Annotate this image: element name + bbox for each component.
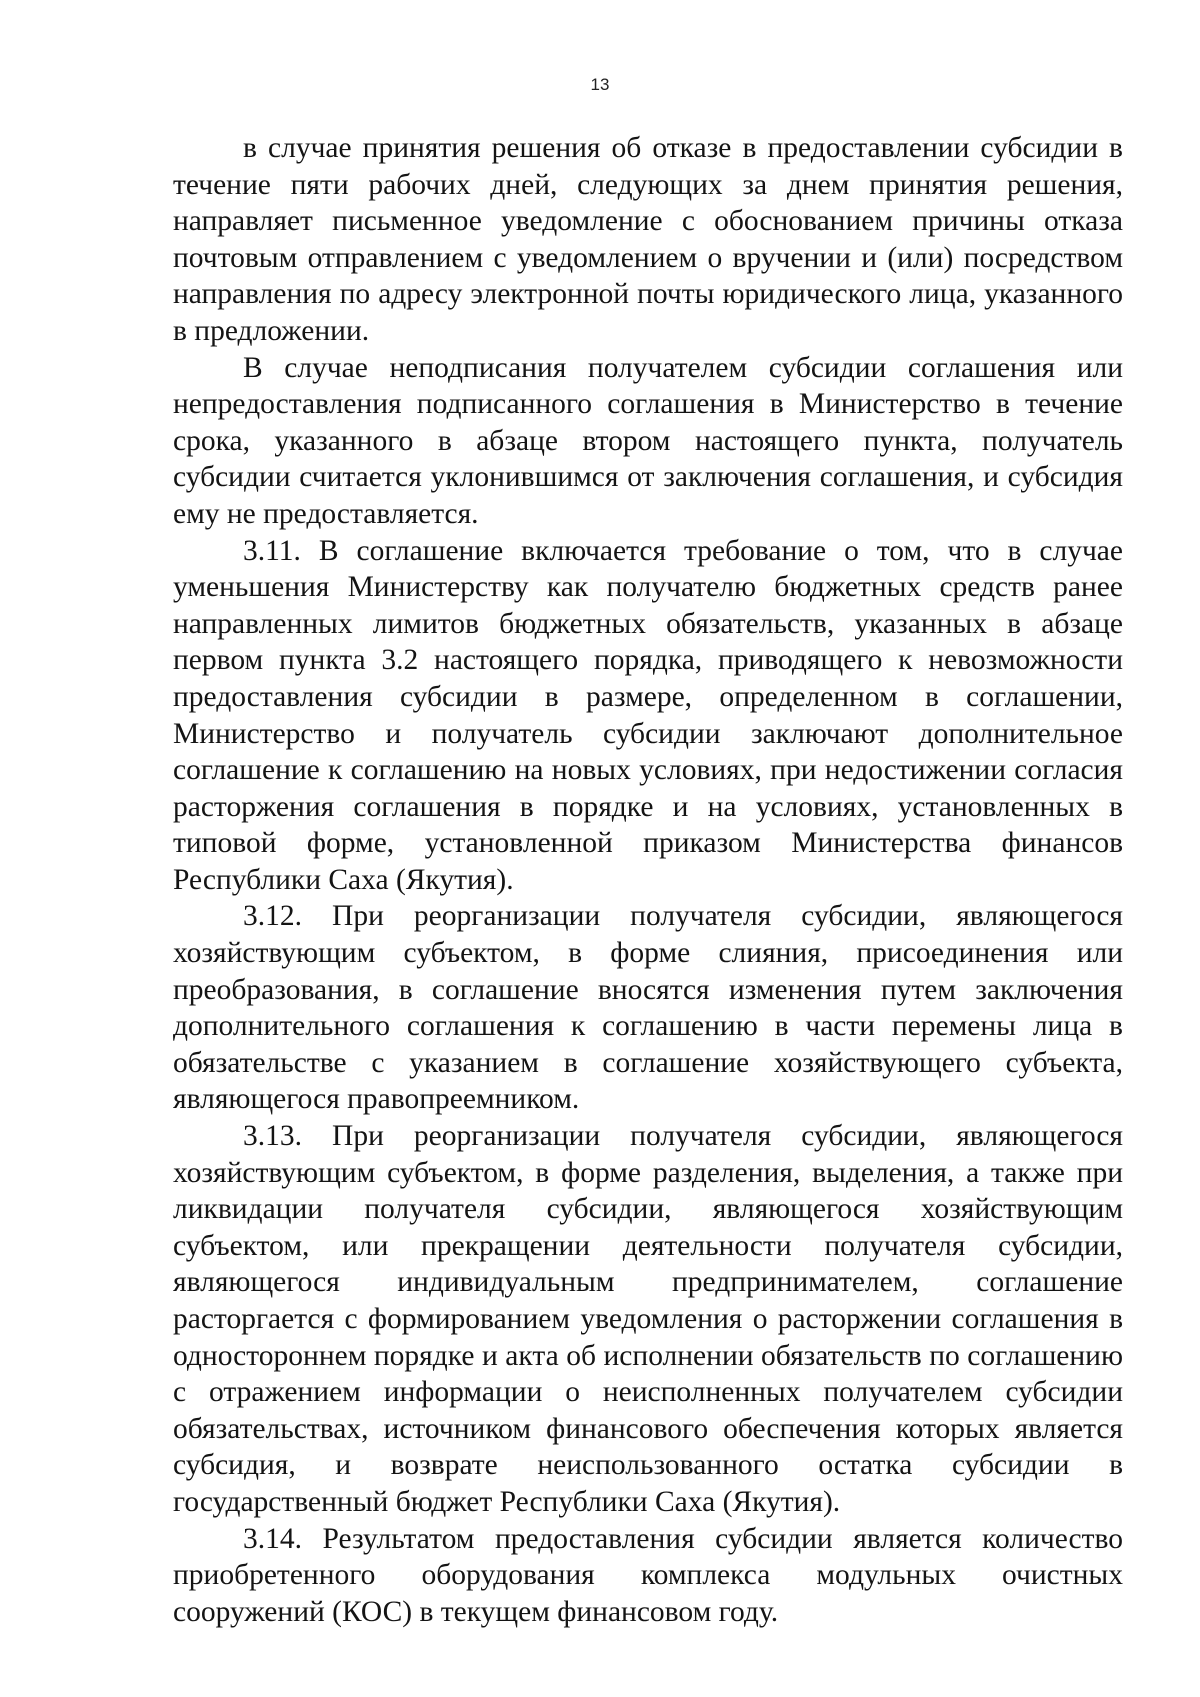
paragraph-refusal-notice: в случае принятия решения об отказе в предоставлении субсидии в течение пяти рабочих дней, следующих за днем принятия решения, направляет письменное уведомление с обоснованием причины отказа почтовым отправлением с уведомлением о вручении и (или) посредством направления по адресу электронной почты юридического лица, указанного в предложении. (173, 132, 1123, 347)
paragraph-3-11: 3.11. В соглашение включается требование о том, что в случае уменьшения Министерству как получателю бюджетных средств ранее направленных лимитов бюджетных обязательств, указанных в абзаце первом пункта 3.2 настоящего порядка, приводящего к невозможности предоставления субсидии в размере, определенном в соглашении, Министерство и получатель субсидии заключают дополнительное соглашение к соглашению на новых условиях, при недостижении согласия расторжения соглашения в порядке и на условиях, установленных в типовой форме, установленной приказом Министерства финансов Республики Саха (Якутия). (173, 534, 1123, 896)
paragraph-3-12: 3.12. При реорганизации получателя субсидии, являющегося хозяйствующим субъектом, в форме слияния, присоединения или преобразования, в соглашение вносятся изменения путем заключения дополнительного соглашения к соглашению в части перемены лица в обязательстве с указанием в соглашение хозяйствующего субъекта, являющегося правопреемником. (173, 900, 1123, 1116)
page-number: 13 (590, 75, 610, 94)
paragraph-evasion: В случае неподписания получателем субсидии соглашения или непредоставления подписанного соглашения в Министерство в течение срока, указанного в абзаце втором настоящего пункта, получатель субсидии считается уклонившимся от заключения соглашения, и субсидия ему не предоставляется. (173, 351, 1123, 530)
paragraph-3-13: 3.13. При реорганизации получателя субсидии, являющегося хозяйствующим субъектом, в форме разделения, выделения, а также при ликвидации получателя субсидии, являющегося хозяйствующим субъектом, или прекращении деятельности получателя субсидии, являющегося индивидуальным предпринимателем, соглашение расторгается с формированием уведомления о расторжении соглашения в одностороннем порядке и акта об исполнении обязательств по соглашению с отражением информации о неисполненных получателем субсидии обязательствах, источником финансового обеспечения которых является субсидия, и возврате неиспользованного остатка субсидии в государственный бюджет Республики Саха (Якутия). (173, 1120, 1123, 1518)
paragraph-3-14: 3.14. Результатом предоставления субсидии является количество приобретенного оборудования комплекса модульных очистных сооружений (КОС) в текущем финансовом году. (173, 1522, 1123, 1628)
document-body (173, 130, 1123, 1630)
